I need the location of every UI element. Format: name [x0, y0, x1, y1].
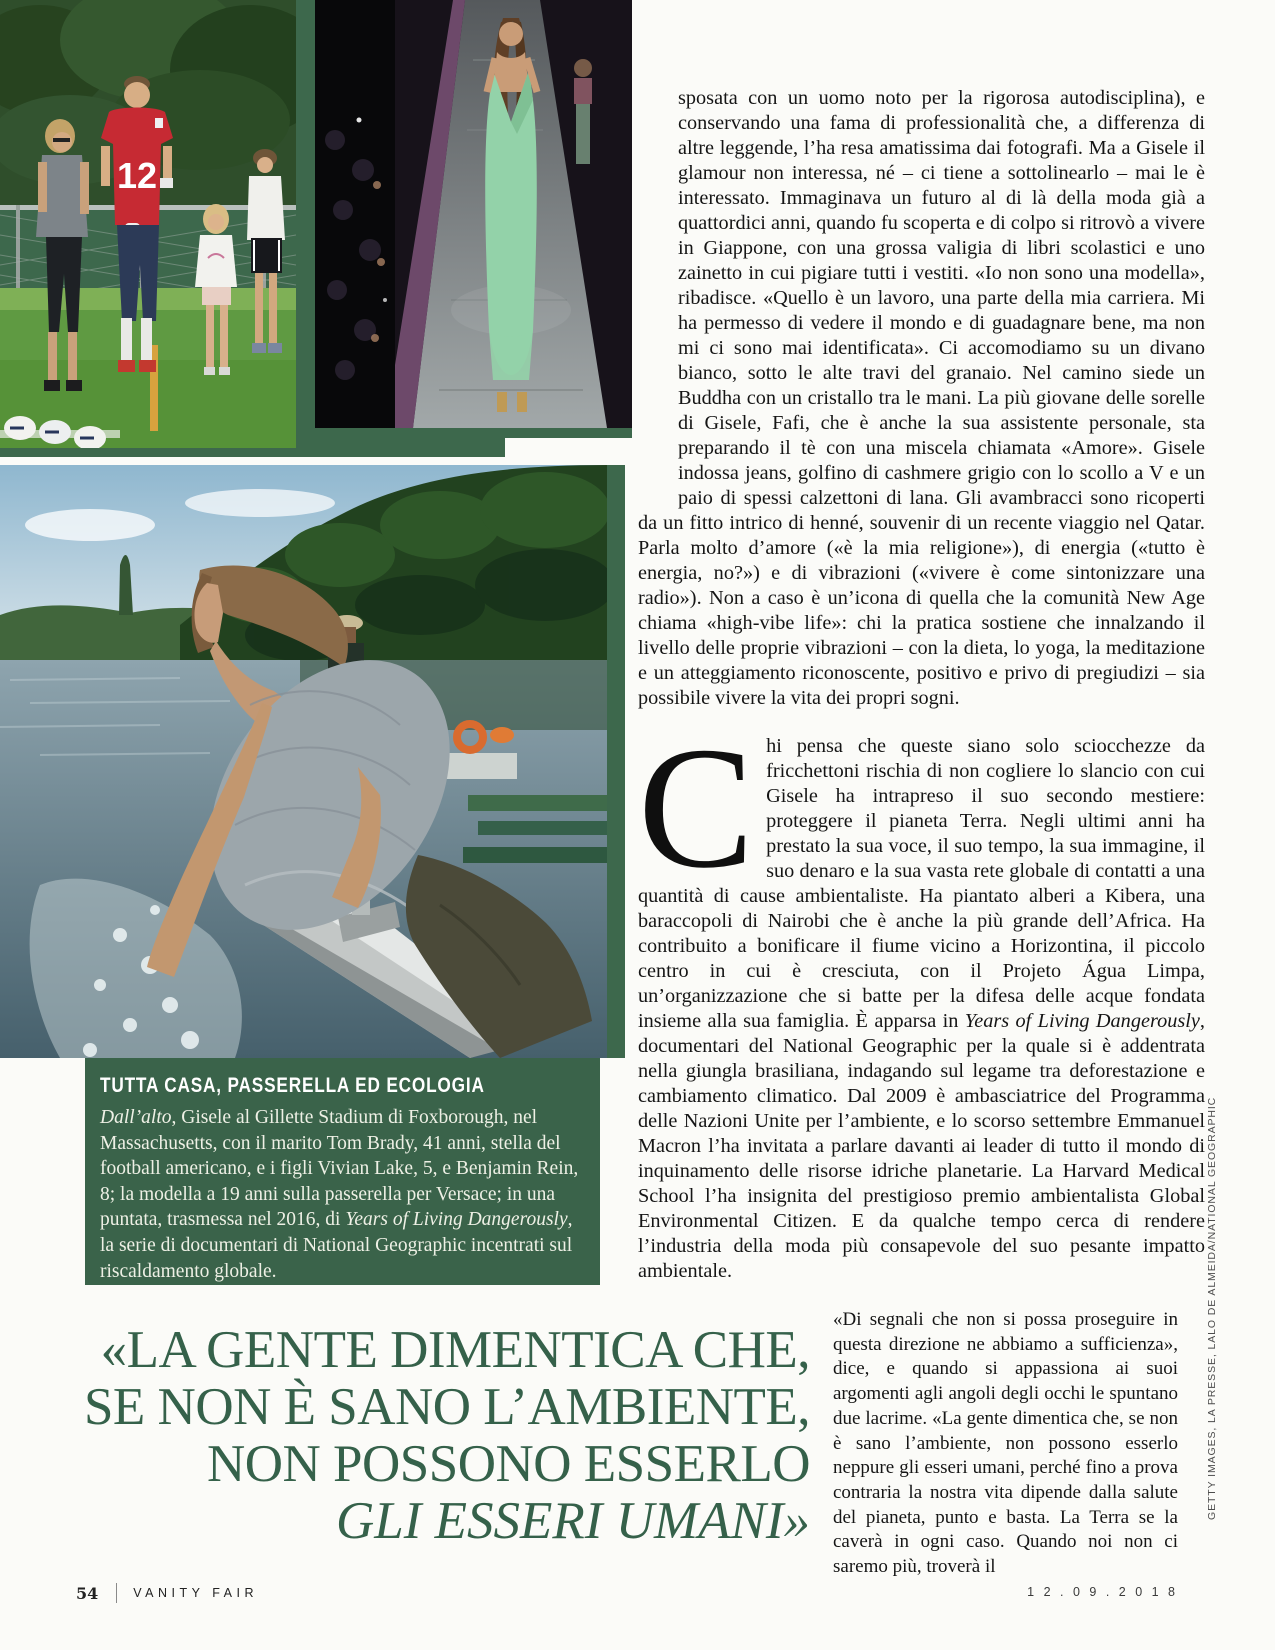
paragraph-2-text-end: , documentari del National Geographic per la quale si è addentrata nella giungla brasiliana, indagando sul legame tra deforestazione e cambiamento climatico. Dal 2009 è ambasciatrice del Programma delle Nazioni Unite per l’ambiente, e lo scorso settembre Emmanuel Macron l’ha invitata a parlare davanti ai leader di tutto il mondo di inquinamento delle risorse idriche planetarie. La Harvard Medical School l’ha insignita del prestigioso premio ambientalista Global Environmental Citizen. E da qualche tempo cerca di rendere l’industria della moda più consapevole del suo pesante impatto ambientale. — [638, 1010, 1205, 1282]
wrap-spacer — [638, 86, 678, 488]
caption-text — [100, 1105, 586, 1284]
family-field-photo — [0, 0, 296, 448]
paragraph-2-text: hi pensa che queste siano solo sciocchezze da fricchettoni rischia di non cogliere lo slancio con cui Gisele ha intrapreso il suo secondo mestiere: proteggere il pianeta Terra. Negli ultimi anni ha prestato la sua voce, il suo tempo, la sua immagine, il suo denaro e la sua vasta rete globale di contatti a una quantità di cause ambientaliste. Ha piantato alberi a Kibera, una baraccopoli di Nairobi che è anche la più grande dell’Africa. Ha contribuito a bonificare il fiume vicino a Horizontina, il piccolo centro in cui è cresciuta, con il Projeto Água Limpa, un’organizzazione che si batte per la difesa delle acque fondata insieme alla sua famiglia. È apparsa in — [638, 735, 1205, 1032]
footer — [76, 1583, 258, 1603]
photo-credit: GETTY IMAGES, LA PRESSE, LALO DE ALMEIDA/NATIONAL GEOGRAPHIC — [1206, 1096, 1218, 1520]
pull-quote-line-1: «LA GENTE DIMENTICA CHE, — [100, 1321, 810, 1379]
article-paragraph-1: sposata con un uomo noto per la rigorosa autodisciplina), e conservando una fama di professionalità che, a differenza di altre leggende, l’ha resa amatissima dai fotografi. Ma a Gisele il glamour non interessa, né – ci tiene a sottolinearlo – mai le è interessato. Immaginava un futuro al di là della moda già a quattordici anni, quando fu scoperta e di colpo si ritrovò a vivere in Giappone, con una grossa valigia di libri scolastici e uno zainetto in cui pigiare tutti i vestiti. «Io non sono una modella», ribadisce. «Quello è un lavoro, una parte della mia carriera. Mi ha permesso di vedere il mondo e di guadagnare bene, ma non mi ci sono mai identificata». Ci accomodiamo su un divano bianco, sotto le alte travi del granaio. Nel camino siede un Buddha con un cristallo tra le mani. La più giovane delle sorelle di Gisele, Fafi, che è anche la sua assistente personale, sta preparando il tè con una miscela chiamata «Amore». Gisele indossa jeans, golfino di cashmere grigio con lo scollo a V e un paio di spessi calzettoni di lana. Gli avambracci sono ricoperti da un fitto intrico di henné, souvenir di un recente viaggio nel Qatar. Parla molto d’amore («è la mia religione»), di energia («tutto è energia, no?») e di vibrazioni («vivere è come sintonizzare una radio»). Non a caso è un’icona di quella che la comunità New Age chiama «high-vibe life»: chi la pratica sostiene che innalzando il livello delle proprie vibrazioni – con la dieta, lo yoga, la meditazione e un atteggiamento riconoscente, positivo e privo di pregiudizi – sia possibile vivere la vita dei propri sogni. — [638, 87, 1205, 709]
article-paragraph-2 — [638, 711, 1205, 1284]
pull-quote — [58, 1322, 810, 1550]
footer-divider — [116, 1583, 117, 1603]
caption-italic-title: Years of Living Dangerously — [345, 1209, 568, 1231]
caption-heading: TUTTA CASA, PASSERELLA ED ECOLOGIA — [100, 1074, 485, 1097]
issue-date: 1 2 . 0 9 . 2 0 1 8 — [1027, 1585, 1178, 1599]
paragraph-2-italic-title: Years of Living Dangerously — [964, 1010, 1200, 1032]
article-paragraph-3: «Di segnali che non si possa proseguire in questa direzione ne abbiamo a sufficienza», dice, e quando si appassiona ai suoi argomenti agli angoli degli occhi le spuntano due lacrime. «La gente dimentica che, se non è sano l’ambiente, non possono esserlo neppure gli esseri umani, perché fino a prova contraria la nostra vita dipende dalla salute del pianeta, punto e basta. La Terra se la caverà in ogni caso. Quando noi non ci saremo più, troverà il — [833, 1309, 1178, 1578]
jersey-number: 12 — [116, 155, 158, 196]
page-number: 54 — [76, 1583, 99, 1603]
photo-border-strip — [607, 465, 625, 1058]
pull-quote-line-4: GLI ESSERI UMANI» — [336, 1492, 810, 1550]
caption-lead: Dall’alto — [100, 1107, 172, 1128]
pull-quote-line-3: NON POSSONO ESSERLO — [206, 1435, 810, 1493]
caption-box — [85, 1058, 600, 1285]
pull-quote-line-2: SE NON È SANO L’AMBIENTE, — [83, 1378, 810, 1436]
magazine-name: VANITY FAIR — [133, 1586, 259, 1600]
runway-photo — [315, 0, 632, 428]
article-column — [638, 86, 1205, 1284]
drop-cap: C — [638, 711, 755, 904]
river-boat-photo — [0, 465, 607, 1058]
caption-body-2: , la serie di documentari di National Geographic incentrati sul riscaldamento globale. — [100, 1209, 573, 1282]
caption-body-1: , Gisele al Gillette Stadium di Foxborough, nel Massachusetts, con il marito Tom Brady, 41 anni, stella del football americano, e i figli Vivian Lake, 5, e Benjamin Rein, 8; la modella a 19 anni sulla passerella per Versace; in una puntata, trasmessa nel 2016, di — [100, 1107, 579, 1231]
